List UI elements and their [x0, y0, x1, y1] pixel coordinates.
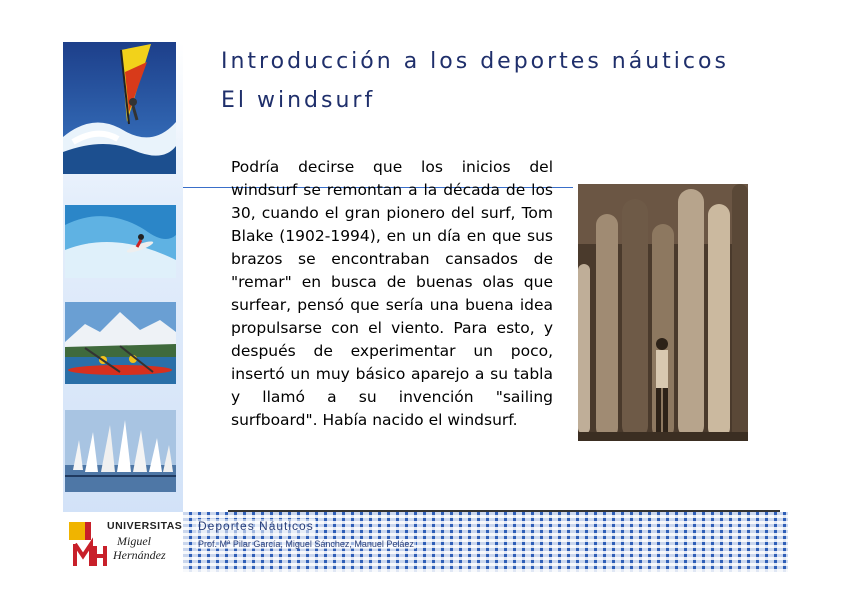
windsurf-photo: [63, 42, 176, 174]
logo-hernandez: Hernández: [113, 548, 166, 562]
slide-title-line1: Introducción a los deportes náuticos: [221, 49, 729, 74]
surfboards-photo: [578, 184, 748, 441]
sailboats-photo: [65, 410, 176, 492]
footer-authors: Prof. Mª Pilar García, Miguel Sánchez, Manuel Peláez: [198, 539, 414, 549]
logo-universitas: UNIVERSITAS: [107, 520, 183, 532]
logo-miguel: Miguel: [117, 534, 151, 548]
footer-course-title: Deportes Náuticos: [198, 519, 314, 533]
kayak-photo: [65, 302, 176, 384]
university-logo: [63, 512, 183, 572]
surfer-photo: [65, 205, 176, 278]
body-paragraph: Podría decirse que los inicios del windsurf se remontan a la década de los 30, cuando el gran pionero del surf, Tom Blake (1902-1994), en un día en que sus brazos se encontraban cansados de "remar" en busca de buenas olas que surfear, pensó que sería una buena idea propulsarse con el viento. Para esto, y después de experimentar un poco, insertó un muy básico aparejo a su tabla y llamó a su invención "sailing surfboard". Había nacido el windsurf.: [231, 158, 553, 429]
university-emblem-icon: [65, 516, 109, 572]
slide-title-line2: El windsurf: [221, 88, 376, 113]
